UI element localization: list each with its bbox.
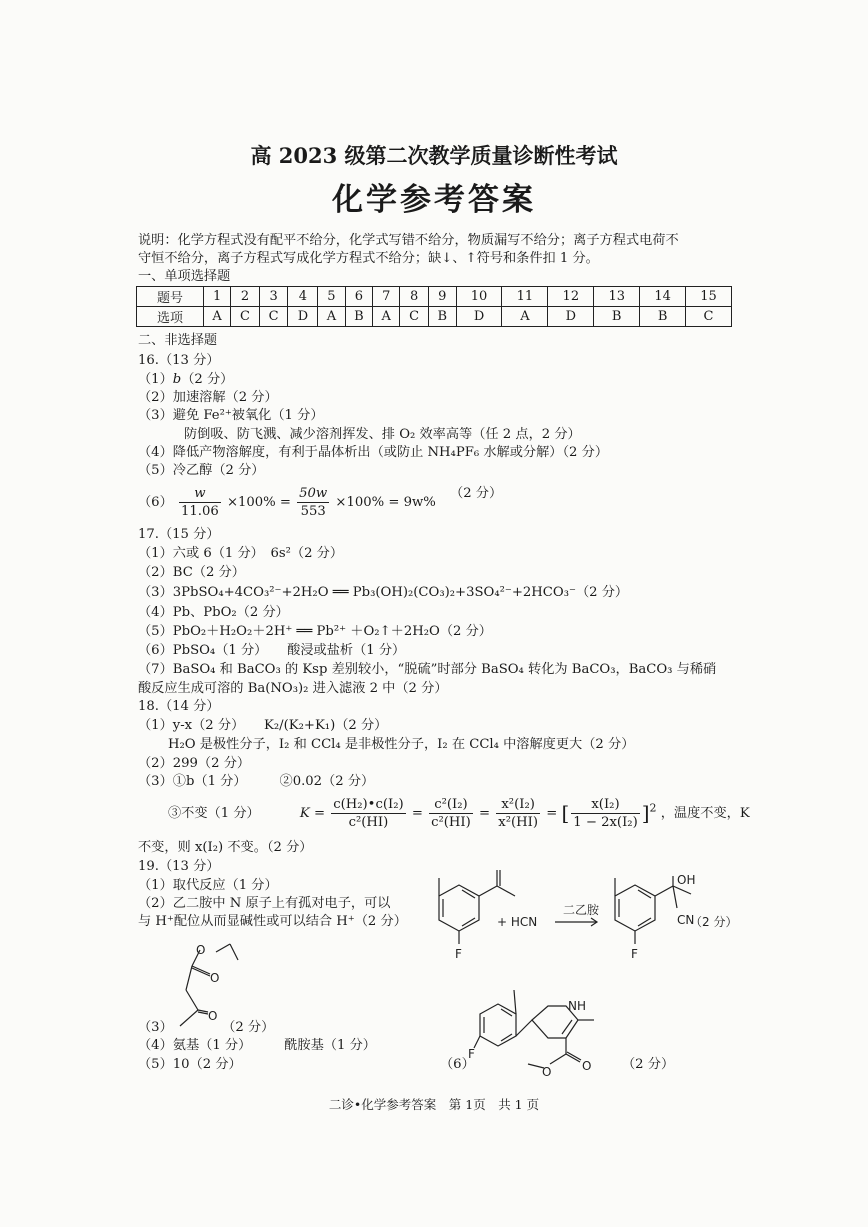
table-row [137,287,732,307]
svg-text:O: O [542,1065,552,1079]
svg-text:O: O [208,1009,218,1023]
product-structure [466,980,636,1080]
answer-table [136,286,732,327]
answer-line: （2）BC（2 分） [138,565,245,580]
table-header-cell: 选项 [137,307,204,327]
answer-line: （5）冷乙醇（2 分） [138,463,265,478]
exam-title: 高 2023 级第二次教学质量诊断性考试 [250,143,618,168]
score-label: （2 分） [622,1057,675,1072]
answer-line: （6）PbSO₄（1 分） 酸浸或盐析（1 分） [138,643,406,658]
table-cell: 15 [686,287,732,307]
answer-line: H₂O 是极性分子，I₂ 和 CCl₄ 是非极性分子，I₂ 在 CCl₄ 中溶解度更大（2 分） [168,737,635,752]
question-heading: 16.（13 分） [138,353,220,368]
table-cell: 6 [345,287,373,307]
svg-text:O: O [210,971,220,985]
table-cell: 13 [594,287,640,307]
hydroxyl-label: OH [677,873,696,887]
formula-line: （6） $\frac{w}{11.06}$ ×100% = $\frac{50w}{553}$ ×100% = 9w% （2 分） [138,486,503,519]
section-heading: 二、非选择题 [138,333,218,348]
table-cell: 12 [548,287,594,307]
answer-line: 酸反应生成可溶的 Ba(NO₃)₂ 进入滤液 2 中（2 分） [138,681,448,696]
table-cell: 4 [288,287,318,307]
table-cell: B [594,307,640,327]
table-cell: 11 [502,287,548,307]
question-heading: 19.（13 分） [138,859,220,874]
table-cell: D [548,307,594,327]
table-cell: B [345,307,373,327]
table-cell: C [400,307,429,327]
answer-line: （3）3PbSO₄+4CO₃²⁻+2H₂O ══ Pb₃(OH)₂(CO₃)₂+3SO₄²⁻+2HCO₃⁻（2 分） [138,585,629,600]
answer-label: （6） [440,1057,475,1072]
question-heading: 18.（14 分） [138,699,220,714]
table-cell: D [456,307,502,327]
table-cell: A [318,307,345,327]
answer-line: （3）①b（1 分） ②0.02（2 分） [138,774,375,789]
plus-hcn: + HCN [497,915,538,929]
note-line-1: 说明：化学方程式没有配平不给分，化学式写错不给分，物质漏写不给分；离子方程式电荷不 [138,233,679,248]
answer-line: （3）避免 Fe²⁺被氧化（1 分） [138,408,324,423]
answer-line: 防倒吸、防飞溅、减少溶剂挥发、排 O₂ 效率高等（任 2 点，2 分） [184,427,581,442]
answer-key-title: 化学参考答案 [332,182,536,218]
table-header-cell: 题号 [137,287,204,307]
fluorine-label: F [631,947,638,961]
answer-line: （1）y-x（2 分） K₂/(K₂+K₁)（2 分） [138,718,388,733]
score-label: （2 分） [690,915,738,929]
amine-label: NH [568,999,586,1013]
table-cell: 5 [318,287,345,307]
page-footer: 二诊•化学参考答案 第 1页 共 1 页 [328,1097,540,1112]
answer-line: （5）10（2 分） [138,1057,242,1072]
svg-text:O: O [582,1059,592,1073]
answer-line: （2）299（2 分） [138,756,251,771]
question-heading: 17.（15 分） [138,527,220,542]
fluorine-label: F [468,1047,475,1061]
table-cell: 10 [456,287,502,307]
table-cell: C [231,307,260,327]
catalyst-label: 二乙胺 [563,903,600,917]
answer-line: （2）乙二胺中 N 原子上有孤对电子，可以 [138,896,391,911]
table-cell: 8 [400,287,429,307]
answer-line: 不变，则 x(I₂) 不变。（2 分） [138,840,313,855]
table-cell: B [428,307,456,327]
answer-line: （3） （2 分） [138,1020,275,1035]
table-cell: 3 [259,287,288,307]
table-cell: 14 [640,287,686,307]
table-cell: B [640,307,686,327]
answer-line: （1）六或 6（1 分） 6s²（2 分） [138,546,344,561]
answer-line: （4）Pb、PbO₂（2 分） [138,605,289,620]
reaction-scheme [415,868,745,963]
table-row [137,307,732,327]
section-heading: 一、单项选择题 [138,269,231,284]
table-cell: D [288,307,318,327]
answer-line: （7）BaSO₄ 和 BaCO₃ 的 Ksp 差别较小，“脱硫”时部分 BaSO₄ 转化为 BaCO₃，BaCO₃ 与稀硝 [138,662,717,677]
answer-line: （4）降低产物溶解度，有利于晶体析出（或防止 NH₄PF₆ 水解或分解）（2 分） [138,445,609,460]
table-cell: A [502,307,548,327]
fluorine-label: F [455,947,462,961]
answer-line: （1）b（2 分） [138,372,234,387]
answer-line: （2）加速溶解（2 分） [138,390,278,405]
table-cell: C [259,307,288,327]
note-line-2: 守恒不给分，离子方程式写成化学方程式不给分；缺↓、↑符号和条件扣 1 分。 [138,251,599,266]
table-cell: C [686,307,732,327]
answer-line: （5）PbO₂＋H₂O₂＋2H⁺ ══ Pb²⁺ ＋O₂↑＋2H₂O（2 分） [138,624,492,639]
table-cell: 7 [373,287,400,307]
cyano-label: CN [677,913,695,927]
table-cell: A [373,307,400,327]
svg-text:O: O [196,943,206,957]
answer-line: 与 H⁺配位从而显碱性或可以结合 H⁺（2 分） [138,914,407,929]
table-cell: A [204,307,231,327]
table-cell: 2 [231,287,260,307]
table-cell: 1 [204,287,231,307]
answer-line: （4）氨基（1 分） 酰胺基（1 分） [138,1038,376,1053]
answer-line: （1）取代反应（1 分） [138,878,278,893]
equilibrium-formula: ③不变（1 分） K = $\frac{\text{c(H₂)•c(I₂)}}{\text{c²(HI)}}$ = $\frac{\text{c²(I₂)}}{\text{c²(HI)}}$ = $\frac{\text{x²(I₂)}}{\text{x²(HI)}}$ = [ $\frac{\text{x(I₂)}}{\text{1 − 2x(I₂)}}$ ]$^2$ ，温度不变，K [168,797,750,830]
table-cell: 9 [428,287,456,307]
